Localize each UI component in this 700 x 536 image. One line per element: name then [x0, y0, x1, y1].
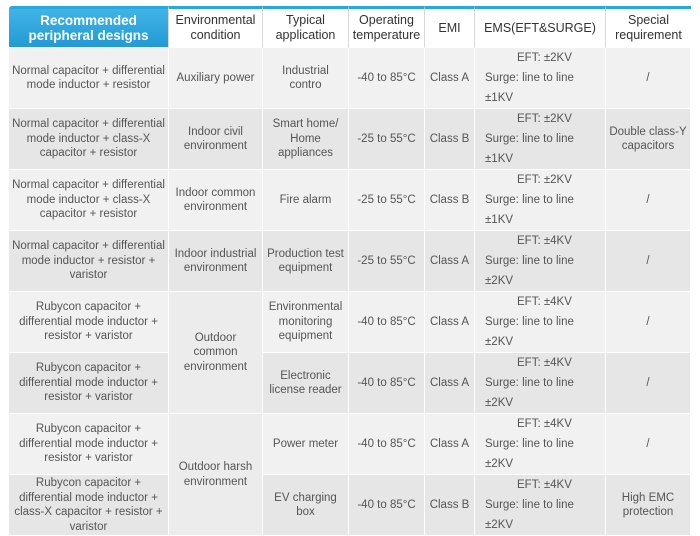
eft-value: EFT: ±4KV [517, 235, 572, 247]
environment-cell: Outdoor common environment [169, 292, 263, 414]
ems-cell [475, 109, 606, 170]
table-row [9, 109, 691, 170]
environment-cell: Auxiliary power [169, 48, 263, 109]
design-cell: Rubycon capacitor + differential mode inductor + resistor + varistor [9, 414, 169, 475]
temperature-cell: -40 to 85°C [349, 292, 425, 353]
temperature-cell: -25 to 55°C [349, 109, 425, 170]
application-cell: Production test equipment [263, 231, 349, 292]
emi-cell: Class A [425, 231, 475, 292]
application-cell: Smart home/ Home appliances [263, 109, 349, 170]
application-cell: Fire alarm [263, 170, 349, 231]
ems-cell [475, 48, 606, 109]
emi-cell: Class A [425, 292, 475, 353]
environment-cell: Indoor common environment [169, 170, 263, 231]
design-cell: Normal capacitor + differential mode inductor + class-X capacitor + resistor [9, 109, 169, 170]
emi-cell: Class B [425, 170, 475, 231]
header-temperature: Operating temperature [349, 6, 425, 48]
ems-cell [475, 414, 606, 475]
emi-cell: Class A [425, 48, 475, 109]
peripheral-design-table [9, 6, 691, 536]
table-row [9, 414, 691, 475]
surge-value: Surge: line to line ±1KV [485, 133, 574, 165]
eft-value: EFT: ±4KV [517, 479, 572, 491]
surge-value: Surge: line to line ±2KV [485, 255, 574, 287]
design-cell: Normal capacitor + differential mode inductor + resistor [9, 48, 169, 109]
header-designs: Recommended peripheral designs [9, 6, 169, 48]
table-row [9, 231, 691, 292]
environment-cell: Indoor civil environment [169, 109, 263, 170]
surge-value: Surge: line to line ±2KV [485, 316, 574, 348]
surge-value: Surge: line to line ±2KV [485, 438, 574, 470]
temperature-cell: -40 to 85°C [349, 353, 425, 414]
surge-value: Surge: line to line ±2KV [485, 377, 574, 409]
application-cell: EV charging box [263, 475, 349, 536]
design-cell: Rubycon capacitor + differential mode inductor + resistor + varistor [9, 292, 169, 353]
eft-value: EFT: ±2KV [517, 113, 572, 125]
surge-value: Surge: line to line ±1KV [485, 194, 574, 226]
eft-value: EFT: ±4KV [517, 418, 572, 430]
temperature-cell: -40 to 85°C [349, 414, 425, 475]
header-application: Typical application [263, 6, 349, 48]
table-row [9, 353, 691, 414]
emi-cell: Class A [425, 414, 475, 475]
emi-cell: Class B [425, 109, 475, 170]
special-cell: / [606, 292, 691, 353]
spec-table-container [9, 6, 691, 533]
ems-cell [475, 353, 606, 414]
special-cell: / [606, 231, 691, 292]
header-emi: EMI [425, 6, 475, 48]
ems-cell [475, 292, 606, 353]
temperature-cell: -40 to 85°C [349, 475, 425, 536]
design-cell: Normal capacitor + differential mode inductor + resistor + varistor [9, 231, 169, 292]
header-environment: Environmental condition [169, 6, 263, 48]
ems-cell [475, 231, 606, 292]
special-cell: / [606, 414, 691, 475]
eft-value: EFT: ±4KV [517, 357, 572, 369]
temperature-cell: -40 to 85°C [349, 48, 425, 109]
table-row [9, 475, 691, 536]
special-cell: / [606, 170, 691, 231]
emi-cell: Class B [425, 475, 475, 536]
application-cell: Power meter [263, 414, 349, 475]
ems-cell [475, 170, 606, 231]
application-cell: Environmental monitoring equipment [263, 292, 349, 353]
design-cell: Rubycon capacitor + differential mode inductor + class-X capacitor + resistor + varistor [9, 475, 169, 536]
design-cell: Rubycon capacitor + differential mode inductor + resistor + varistor [9, 353, 169, 414]
ems-cell [475, 475, 606, 536]
environment-cell: Outdoor harsh environment [169, 414, 263, 536]
surge-value: Surge: line to line ±1KV [485, 72, 574, 104]
special-cell: High EMC protection [606, 475, 691, 536]
temperature-cell: -25 to 55°C [349, 170, 425, 231]
surge-value: Surge: line to line ±2KV [485, 499, 574, 531]
design-cell: Normal capacitor + differential mode inductor + class-X capacitor + resistor [9, 170, 169, 231]
table-row [9, 170, 691, 231]
emi-cell: Class A [425, 353, 475, 414]
eft-value: EFT: ±2KV [517, 52, 572, 64]
temperature-cell: -25 to 55°C [349, 231, 425, 292]
header-row [9, 6, 691, 48]
special-cell: Double class-Y capacitors [606, 109, 691, 170]
special-cell: / [606, 48, 691, 109]
environment-cell: Indoor industrial environment [169, 231, 263, 292]
table-row [9, 48, 691, 109]
application-cell: Electronic license reader [263, 353, 349, 414]
special-cell: / [606, 353, 691, 414]
eft-value: EFT: ±4KV [517, 296, 572, 308]
header-special: Special requirement [606, 6, 691, 48]
eft-value: EFT: ±2KV [517, 174, 572, 186]
table-row [9, 292, 691, 353]
application-cell: Industrial contro [263, 48, 349, 109]
header-ems: EMS(EFT&SURGE) [475, 6, 606, 48]
